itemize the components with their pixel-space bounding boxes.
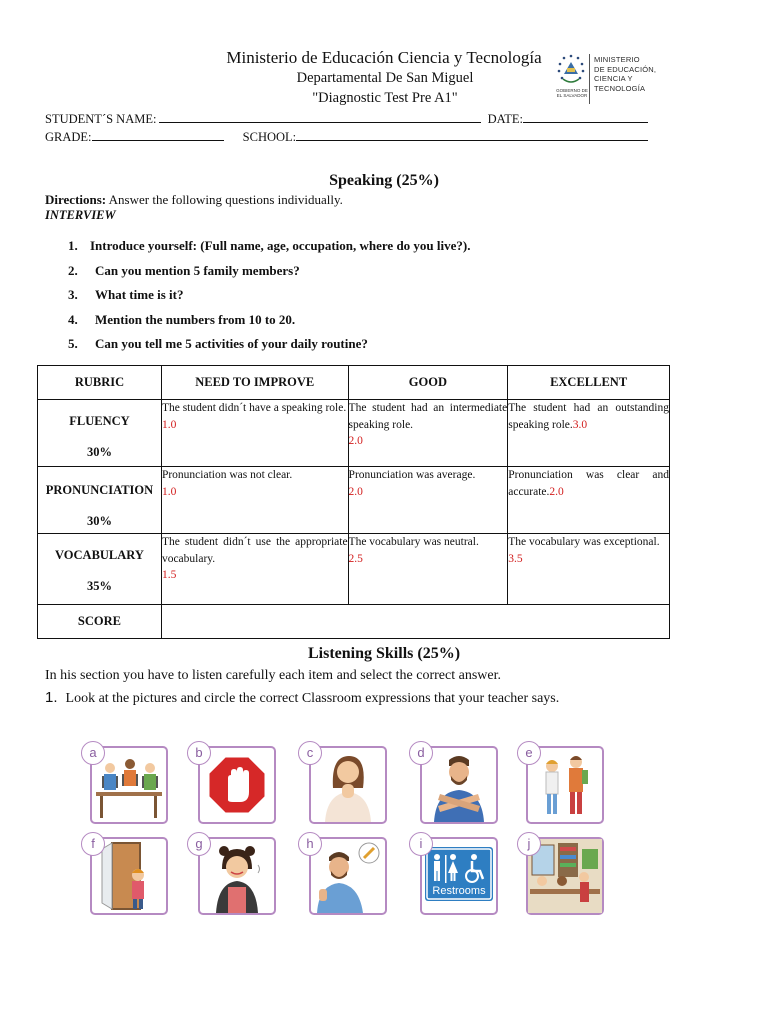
score-field[interactable]: [161, 605, 669, 639]
question-text: Introduce yourself: (Full name, age, occupation, where do you live?).: [90, 238, 471, 253]
logo-line: DE EDUCACIÓN,: [594, 64, 657, 74]
question-item: [68, 263, 470, 288]
rubric-cell: [161, 400, 348, 467]
listening-title: Listening Skills (25%): [307, 645, 461, 662]
cell-score: 2.0: [549, 485, 564, 498]
ministry-logo: [554, 52, 664, 108]
criterion-name: PRONUNCIATION: [45, 483, 154, 497]
question-text: Mention the numbers from 10 to 20.: [95, 311, 296, 327]
cell-text: The student had an intermediate speaking role.: [348, 402, 508, 431]
question-text: What time is it?: [95, 287, 184, 302]
rubric-row: [38, 467, 670, 534]
question-text: Can you tell me 5 activities of your daily routine?: [95, 336, 368, 351]
school-field[interactable]: [296, 128, 648, 141]
question-number: 4.: [68, 311, 78, 327]
rubric-cell: [348, 467, 508, 534]
letter-badge: b: [187, 741, 211, 765]
cell-score: 1.0: [161, 485, 177, 498]
letter-badge: f: [81, 832, 105, 856]
criterion-weight: 35%: [86, 579, 112, 593]
ministry-text: Ministerio de Educación Ciencia y Tecnología: [226, 48, 542, 67]
letter-badge: i: [409, 832, 433, 856]
grade-school-row: [45, 128, 648, 145]
question-number: 5.: [68, 336, 78, 351]
cell-score: 1.0: [161, 418, 177, 431]
criterion-cell: [38, 467, 162, 534]
score-label: SCORE: [38, 605, 162, 639]
department-title: Departamental De San Miguel: [296, 70, 474, 86]
cell-text: The student had an outstanding speaking role.: [508, 402, 669, 431]
student-name-label: STUDENT´S NAME:: [45, 112, 157, 126]
question-item: [68, 336, 470, 361]
date-field[interactable]: [523, 110, 648, 123]
directions: [45, 192, 343, 208]
cell-text: The student didn´t have a speaking role.: [161, 402, 347, 414]
letter-badge: c: [298, 741, 322, 765]
coat-of-arms-icon: [554, 52, 588, 88]
question-text: Can you mention 5 family members?: [95, 262, 300, 278]
man-crossed-arms-icon: [422, 748, 496, 822]
rubric-cell: [161, 534, 348, 605]
criterion-cell: [38, 534, 162, 605]
letter-badge: a: [81, 741, 105, 765]
directions-label: Directions:: [45, 192, 107, 207]
rubric-header: GOOD: [348, 366, 508, 400]
logo-line: TECNOLOGÍA: [594, 83, 646, 93]
cell-score: 2.5: [348, 552, 363, 565]
directions-text: Answer the following questions individually.: [106, 192, 343, 207]
cell-text: Pronunciation was clear and accurate.: [508, 469, 669, 498]
rubric-row: [38, 534, 670, 605]
restrooms-sign-icon: [422, 839, 496, 913]
rubric-cell: [348, 534, 508, 605]
gobierno-text: GOBIERNO DE EL SALVADOR: [556, 88, 588, 98]
rubric-cell: [508, 467, 670, 534]
man-thumbs-up-pencil-icon: [311, 839, 385, 913]
speaking-title: Speaking (25%): [329, 172, 439, 189]
cell-score: 3.5: [508, 552, 523, 565]
restrooms-label: Restrooms: [432, 885, 486, 897]
test-name: "Diagnostic Test Pre A1": [312, 90, 458, 106]
grade-field[interactable]: [92, 128, 224, 141]
cell-score: 2.0: [348, 485, 363, 498]
question-number: 1.: [45, 689, 58, 706]
rubric-cell: [508, 400, 670, 467]
letter-badge: g: [187, 832, 211, 856]
logo-divider: [589, 54, 590, 104]
question-item: [68, 287, 470, 312]
score-row: [38, 605, 670, 639]
rubric-header: NEED TO IMPROVE: [161, 366, 348, 400]
question-list: [68, 238, 470, 361]
girl-listening-icon: [200, 839, 274, 913]
cell-text: Pronunciation was not clear.: [161, 469, 293, 481]
letter-badge: d: [409, 741, 433, 765]
rubric-cell: [348, 400, 508, 467]
question-text: Look at the pictures and circle the correct Classroom expressions that your teacher says.: [65, 691, 560, 706]
grade-label: GRADE:: [45, 130, 92, 144]
logo-text: [594, 55, 656, 93]
rubric-row: [38, 400, 670, 467]
rubric-cell: [508, 534, 670, 605]
cell-score: 3.0: [572, 418, 588, 431]
cell-score: 2.0: [348, 435, 363, 447]
student-name-field[interactable]: [159, 110, 481, 123]
rubric-cell: [161, 467, 348, 534]
letter-badge: e: [517, 741, 541, 765]
criterion-name: FLUENCY: [69, 414, 130, 428]
question-number: 2.: [68, 262, 78, 278]
student-name-row: [45, 110, 648, 127]
listening-intro: In his section you have to listen carefully each item and select the correct answer.: [45, 668, 501, 683]
question-number: 3.: [68, 287, 78, 302]
letter-badge: j: [517, 832, 541, 856]
logo-line: MINISTERIO: [594, 55, 640, 64]
cell-text: Pronunciation was average.: [348, 469, 476, 481]
school-label: SCHOOL:: [242, 130, 297, 144]
question-item: [68, 238, 470, 263]
criterion-name: VOCABULARY: [55, 548, 144, 562]
question-item: [68, 312, 470, 337]
letter-badge: h: [298, 832, 322, 856]
listening-question: [45, 689, 559, 707]
interview-label: INTERVIEW: [45, 208, 116, 222]
criterion-weight: 30%: [86, 514, 112, 528]
cell-text: The vocabulary was exceptional.: [508, 536, 660, 548]
thinking-woman-icon: [311, 748, 385, 822]
rubric-header: EXCELLENT: [508, 366, 670, 400]
rubric-header-row: [38, 366, 670, 400]
question-number: 1.: [68, 238, 78, 253]
cell-score: 1.5: [161, 569, 177, 581]
criterion-weight: 30%: [86, 445, 112, 459]
rubric-table: [37, 365, 670, 639]
cell-text: The vocabulary was neutral.: [348, 536, 479, 548]
logo-line: CIENCIA Y: [594, 74, 633, 83]
stop-sign-icon: [200, 748, 274, 822]
cell-text: The student didn´t use the appropriate vocabulary.: [161, 536, 348, 565]
date-label: DATE:: [487, 112, 524, 126]
criterion-cell: [38, 400, 162, 467]
rubric-header: RUBRIC: [38, 366, 162, 400]
